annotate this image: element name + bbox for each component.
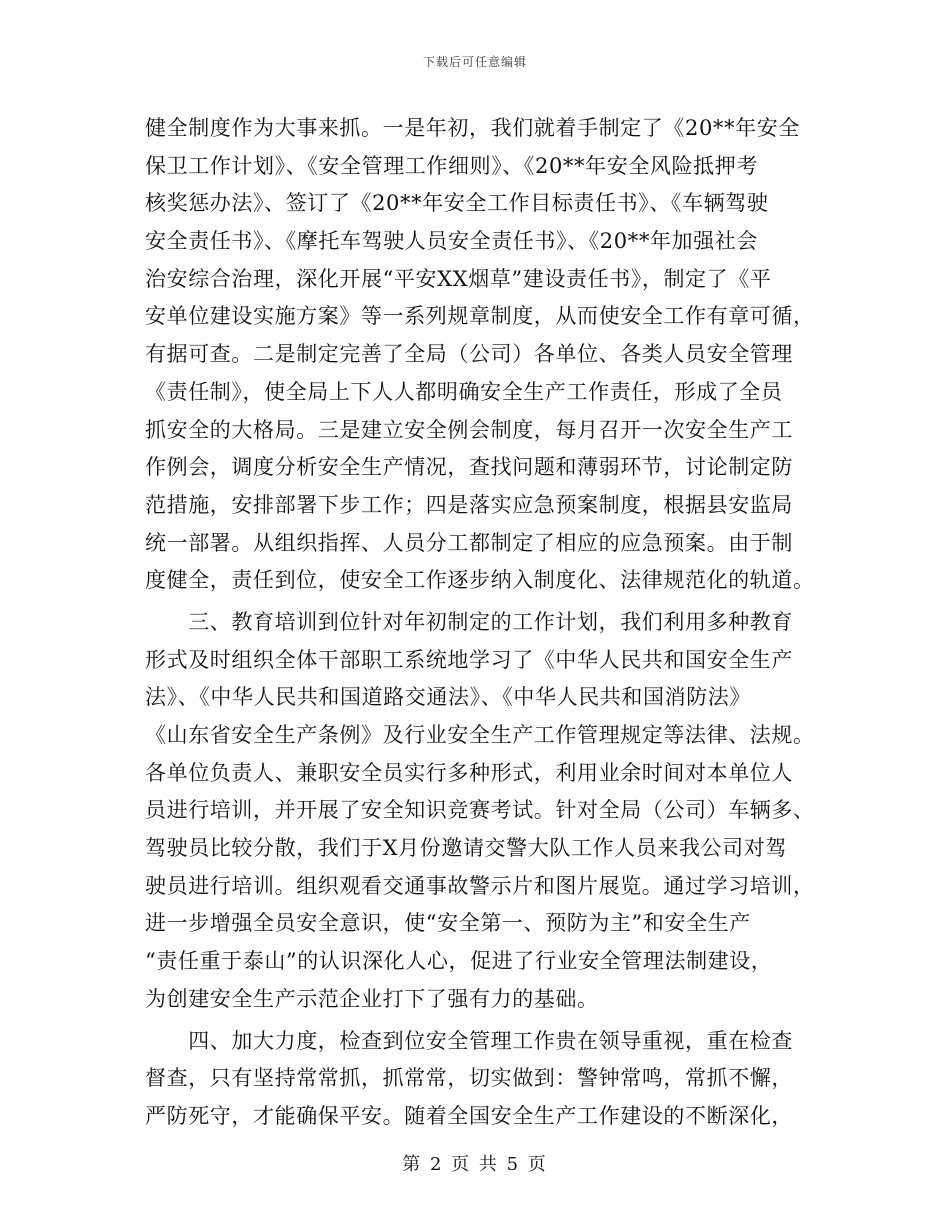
body-line: 各单位负责人、兼职安全员实行多种形式，利用业余时间对本单位人	[145, 760, 793, 785]
body-line: 作例会，调度分析安全生产情况，查找问题和薄弱环节，讨论制定防	[145, 455, 793, 480]
body-line: 保卫工作计划》、《安全管理工作细则》、《20**年安全风险抵押考	[145, 153, 758, 178]
body-line: 安单位建设实施方案》等一系列规章制度，从而使安全工作有章可循，	[145, 304, 815, 329]
body-line: 健全制度作为大事来抓。一是年初，我们就着手制定了《20**年安全	[145, 116, 800, 140]
body-line: 员进行培训，并开展了安全知识竞赛考试。针对全局（公司）车辆多、	[145, 798, 815, 823]
body-line: 核奖惩办法》、签订了《20**年安全工作目标责任书》、《车辆驾驶	[145, 191, 769, 216]
body-line: 驶员进行培训。组织观看交通事故警示片和图片展览。通过学习培训，	[145, 873, 815, 898]
document-body	[145, 110, 815, 1136]
body-line: 为创建安全生产示范企业打下了强有力的基础。	[145, 986, 599, 1011]
section-three-heading-line: 三、教育培训到位针对年初制定的工作计划，我们利用多种教育	[145, 609, 793, 634]
body-line: 形式及时组织全体干部职工系统地学习了《中华人民共和国安全生产	[145, 647, 793, 672]
body-line: “责任重于泰山”的认识深化人心，促进了行业安全管理法制建设，	[145, 949, 773, 974]
body-line: 统一部署。从组织指挥、人员分工都制定了相应的应急预案。由于制	[145, 530, 793, 555]
page-header-note: 下载后可任意编辑	[422, 55, 527, 69]
body-line: 治安综合治理，深化开展“平安XX烟草”建设责任书》，制定了《平	[145, 266, 772, 291]
body-line: 严防死守，才能确保平安。随着全国安全生产工作建设的不断深化，	[145, 1103, 793, 1128]
body-line: 《山东省安全生产条例》及行业安全生产工作管理规定等法律、法规。	[145, 723, 815, 747]
body-line: 抓安全的大格局。三是建立安全例会制度，每月召开一次安全生产工	[145, 417, 793, 442]
section-four-heading-line: 四、加大力度，检查到位安全管理工作贵在领导重视，重在检查	[145, 1028, 793, 1053]
body-line: 驾驶员比较分散，我们于X月份邀请交警大队工作人员来我公司对驾	[145, 836, 787, 861]
body-line: 《责任制》，使全局上下人人都明确安全生产工作责任，形成了全员	[145, 379, 783, 404]
body-line: 法》、《中华人民共和国道路交通法》、《中华人民共和国消防法》	[145, 685, 751, 710]
body-line: 范措施，安排部署下步工作；四是落实应急预案制度，根据县安监局	[145, 492, 793, 517]
body-line: 进一步增强全员安全意识，使“安全第一、预防为主”和安全生产	[145, 911, 751, 936]
body-line: 督查，只有坚持常常抓，抓常常，切实做到：警钟常鸣，常抓不懈，	[145, 1066, 793, 1091]
page-number-footer: 第 2 页 共 5 页	[402, 1154, 548, 1175]
body-line: 安全责任书》、《摩托车驾驶人员安全责任书》、《20**年加强社会	[145, 229, 758, 254]
body-line: 有据可查。二是制定完善了全局（公司）各单位、各类人员安全管理	[145, 342, 793, 367]
body-line: 度健全，责任到位，使安全工作逐步纳入制度化、法律规范化的轨道。	[145, 568, 815, 593]
